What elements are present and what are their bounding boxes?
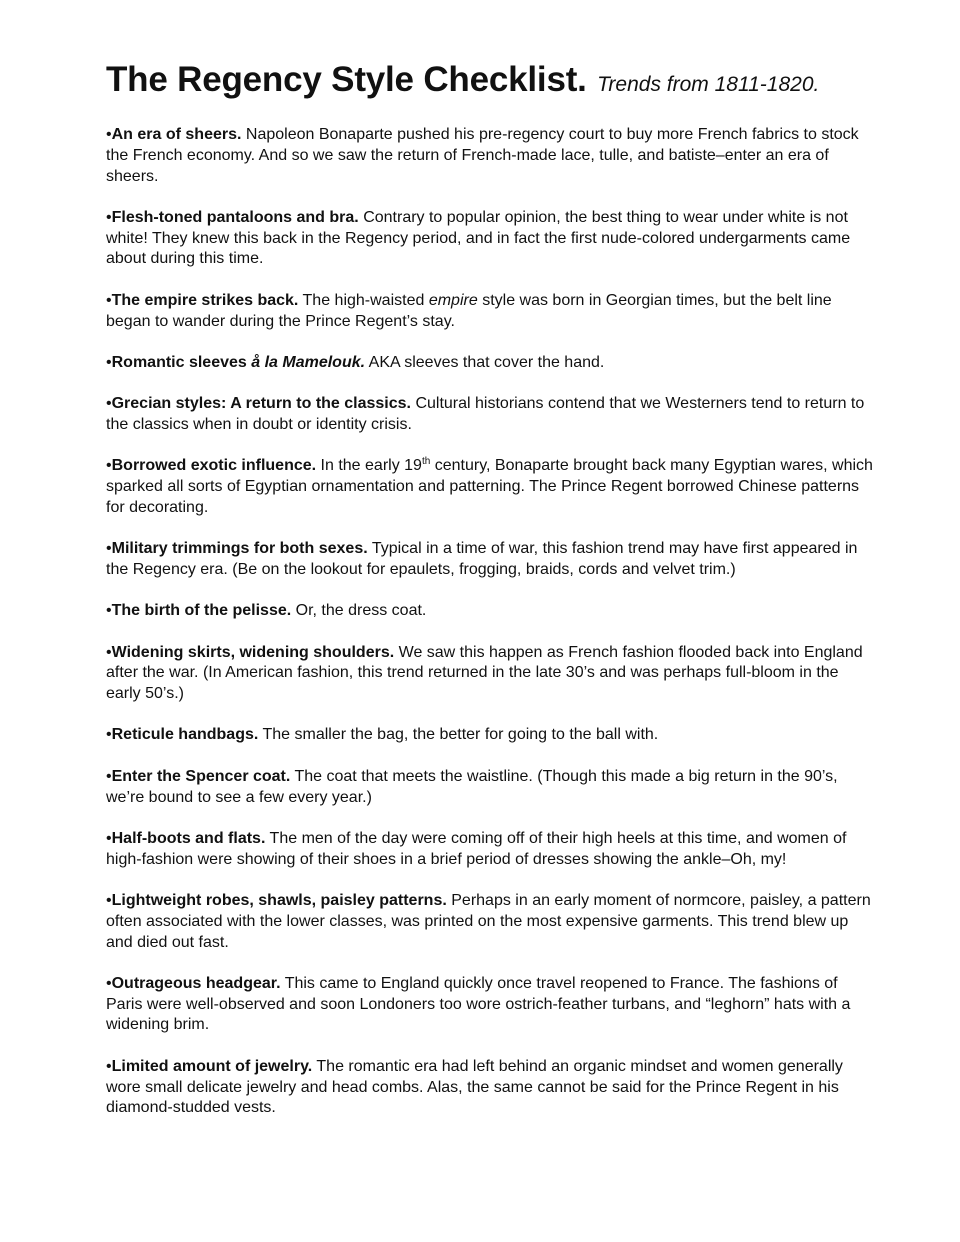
item-emphasis: empire xyxy=(428,291,478,309)
item-heading-emphasis: å la Mamelouk. xyxy=(251,353,366,371)
checklist-item xyxy=(106,291,876,333)
checklist-item xyxy=(106,353,876,374)
bullet: • xyxy=(106,353,112,371)
item-heading: Reticule handbags. xyxy=(111,726,259,744)
item-heading: The birth of the pelisse. xyxy=(111,602,292,620)
page-title-row xyxy=(106,62,876,97)
checklist-item xyxy=(106,1057,876,1119)
bullet: • xyxy=(106,767,112,785)
item-text: century, Bonaparte brought back many Egyptian wares, which sparked all sorts of Egyptian ornamentation and patterning. The Prince Regent borrowed Chinese patterns for decorating. xyxy=(106,457,873,516)
item-text: Contrary to popular opinion, the best thing to wear under white is not white! They knew this back in the Regency period, and in fact the first nude-colored undergarments came about during this time. xyxy=(106,208,851,268)
item-text: The men of the day were coming off of their high heels at this time, and women of high-fashion were showing of their shoes in a brief period of dresses showing the ankle–Oh, my! xyxy=(106,829,847,868)
bullet: • xyxy=(106,602,112,620)
checklist-item xyxy=(106,829,876,871)
document-page xyxy=(106,62,876,1140)
bullet: • xyxy=(106,974,112,992)
checklist-item xyxy=(106,974,876,1036)
item-heading: The empire strikes back. xyxy=(111,291,299,309)
item-text: The romantic era had left behind an organic mindset and women generally wore small delicate jewelry and head combs. Alas, the same cannot be said for the Prince Regent in his diamond-studded vests. xyxy=(106,1057,843,1117)
item-heading: Military trimmings for both sexes. xyxy=(111,540,368,558)
item-text: style was born in Georgian times, but the belt line began to wander during the Prince Regent’s stay. xyxy=(106,291,832,330)
checklist-item xyxy=(106,456,876,518)
item-text: In the early 19 xyxy=(320,457,422,475)
item-heading: Borrowed exotic influence. xyxy=(111,457,317,475)
checklist-item xyxy=(106,643,876,705)
item-text: Or, the dress coat. xyxy=(295,602,427,620)
item-heading: Grecian styles: A return to the classics. xyxy=(111,395,411,413)
item-text: The smaller the bag, the better for going to the ball with. xyxy=(262,726,659,744)
checklist-item xyxy=(106,725,876,746)
superscript: th xyxy=(421,456,431,468)
bullet: • xyxy=(106,395,112,413)
checklist-item xyxy=(106,394,876,436)
item-heading: Lightweight robes, shawls, paisley patterns. xyxy=(111,891,447,909)
bullet: • xyxy=(106,208,112,226)
item-heading: Outrageous headgear. xyxy=(111,974,281,992)
item-heading: Flesh-toned pantaloons and bra. xyxy=(111,208,359,226)
item-text: The high-waisted xyxy=(302,291,425,309)
checklist-item xyxy=(106,125,876,187)
page-title: The Regency Style Checklist. xyxy=(106,60,587,99)
item-heading: Half-boots and flats. xyxy=(111,829,266,847)
page-subtitle: Trends from 1811-1820. xyxy=(597,73,820,96)
item-heading: Widening skirts, widening shoulders. xyxy=(111,643,395,661)
item-text: Cultural historians contend that we Westerners tend to return to the classics when in doubt or identity crisis. xyxy=(106,395,865,433)
bullet: • xyxy=(106,457,112,475)
item-text: The coat that meets the waistline. (Though this made a big return in the 90’s, we’re bound to see a few every year.) xyxy=(106,767,838,806)
item-text: Typical in a time of war, this fashion trend may have first appeared in the Regency era. (Be on the lookout for epaulets, frogging, braids, cords and velvet trim.) xyxy=(106,540,858,578)
checklist-item xyxy=(106,767,876,809)
checklist-item xyxy=(106,539,876,581)
checklist-item xyxy=(106,208,876,270)
item-text: Napoleon Bonaparte pushed his pre-regency court to buy more French fabrics to stock the French economy. And so we saw the return of French-made lace, tulle, and batiste–enter an era of sheers. xyxy=(106,126,859,185)
bullet: • xyxy=(106,726,112,744)
checklist-item xyxy=(106,601,876,622)
checklist-item xyxy=(106,891,876,953)
item-heading: Limited amount of jewelry. xyxy=(111,1057,313,1075)
item-heading xyxy=(112,354,365,371)
bullet: • xyxy=(106,891,112,909)
item-heading: Enter the Spencer coat. xyxy=(111,767,291,785)
item-text: We saw this happen as French fashion flooded back into England after the war. (In American fashion, this trend returned in the late 30’s and was perhaps full-bloom in the early 50’s.) xyxy=(106,643,863,703)
bullet: • xyxy=(106,643,112,661)
bullet: • xyxy=(106,829,112,847)
bullet: • xyxy=(106,126,112,143)
item-text: This came to England quickly once travel reopened to France. The fashions of Paris were well-observed and soon Londoners too wore ostrich-feather turbans, and “leghorn” hats with a widening brim. xyxy=(106,974,851,1034)
bullet: • xyxy=(106,291,112,309)
bullet: • xyxy=(106,1057,112,1075)
item-heading: An era of sheers. xyxy=(111,126,242,143)
item-text: Perhaps in an early moment of normcore, paisley, a pattern often associated with the lower classes, was printed on the most expensive garments. This trend blew up and died out fast. xyxy=(106,891,871,951)
bullet: • xyxy=(106,540,112,558)
item-heading-text: Romantic sleeves xyxy=(111,353,247,371)
item-text: AKA sleeves that cover the hand. xyxy=(368,353,605,371)
